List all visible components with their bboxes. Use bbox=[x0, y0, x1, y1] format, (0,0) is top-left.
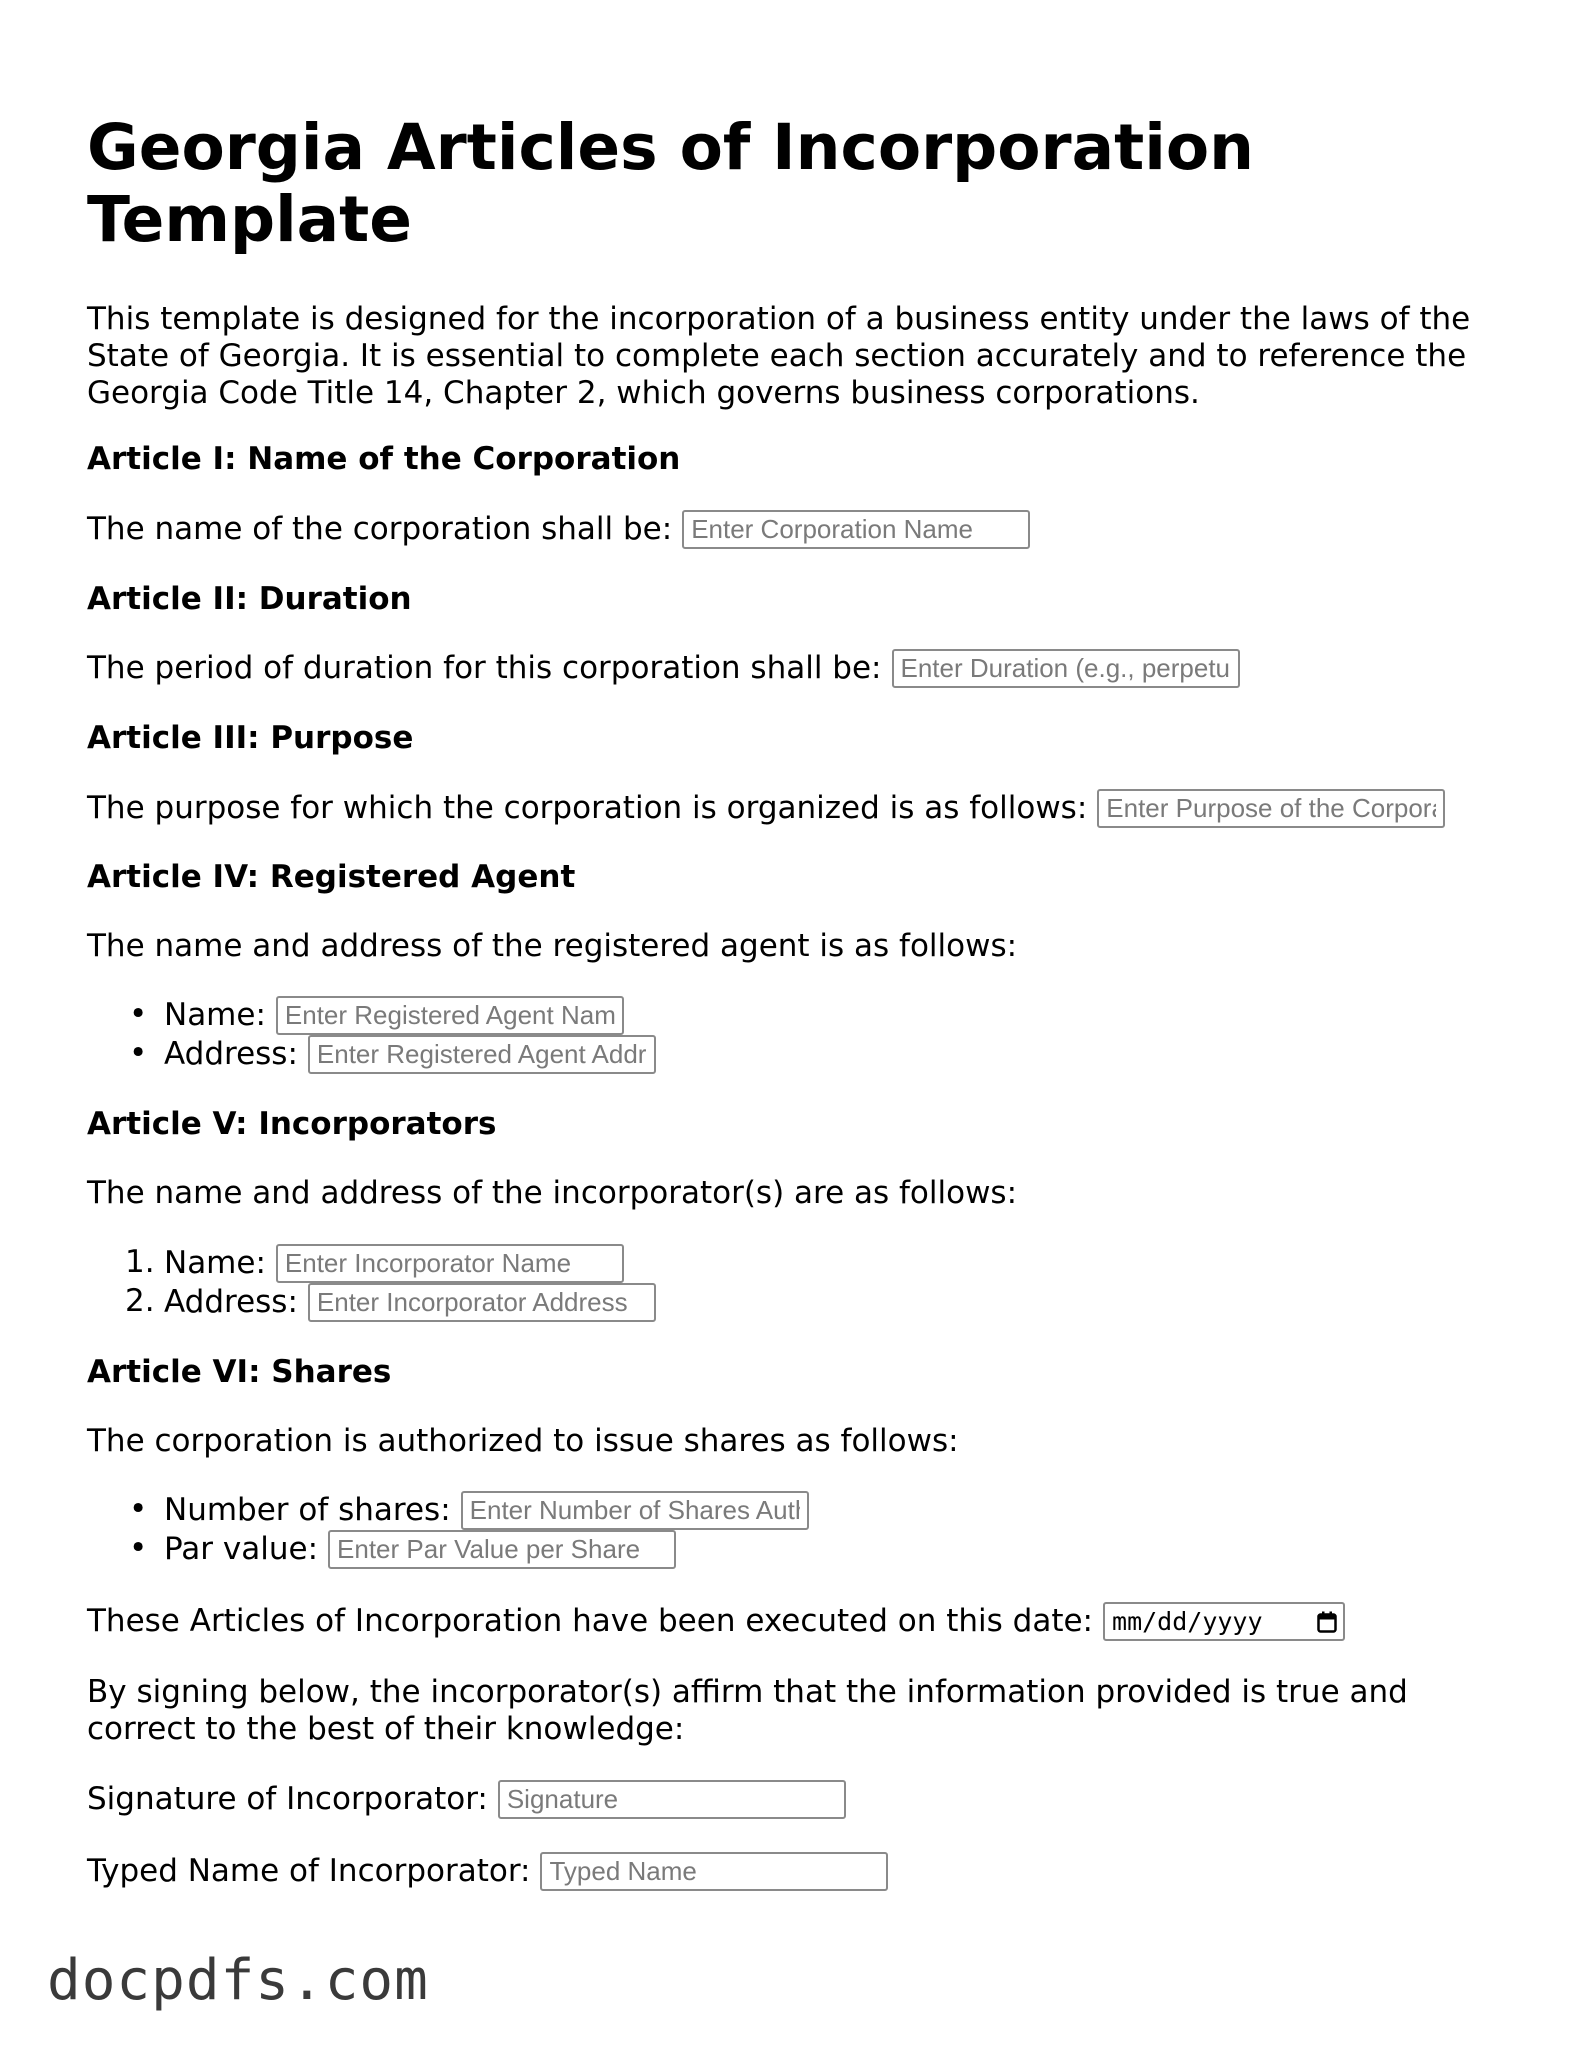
bullet-icon: • bbox=[129, 1491, 148, 1527]
par-value-label: Par value: bbox=[164, 1531, 319, 1567]
agent-address-line bbox=[164, 1035, 656, 1074]
article-3-line bbox=[87, 789, 1445, 828]
typed-name-line bbox=[87, 1852, 888, 1891]
bullet-icon: • bbox=[129, 1035, 148, 1071]
signature-line bbox=[87, 1780, 846, 1819]
typed-name-input[interactable] bbox=[540, 1852, 888, 1891]
shares-number-line bbox=[164, 1491, 809, 1530]
article-5-text: The name and address of the incorporator(s) are as follows: bbox=[87, 1175, 1018, 1211]
incorporator-name-line bbox=[164, 1244, 624, 1283]
article-2-heading: Article II: Duration bbox=[87, 581, 412, 617]
article-6-heading: Article VI: Shares bbox=[87, 1354, 392, 1390]
article-3-heading: Article III: Purpose bbox=[87, 720, 414, 756]
signature-input[interactable] bbox=[498, 1780, 846, 1819]
shares-number-label: Number of shares: bbox=[164, 1492, 451, 1528]
signature-label: Signature of Incorporator: bbox=[87, 1781, 488, 1817]
agent-address-input[interactable] bbox=[308, 1035, 656, 1074]
agent-name-label: Name: bbox=[164, 997, 266, 1033]
incorporator-address-line bbox=[164, 1283, 656, 1322]
article-4-text: The name and address of the registered agent is as follows: bbox=[87, 928, 1018, 964]
affirmation-paragraph: By signing below, the incorporator(s) affirm that the information provided is true and correct to the best of their knowledge: bbox=[87, 1674, 1408, 1747]
article-1-line bbox=[87, 510, 1030, 549]
article-1-text: The name of the corporation shall be: bbox=[87, 511, 673, 547]
incorporator-name-input[interactable] bbox=[276, 1244, 624, 1283]
page-title: Georgia Articles of Incorporation Template bbox=[87, 111, 1254, 256]
article-4-heading: Article IV: Registered Agent bbox=[87, 859, 576, 895]
watermark: docpdfs.com bbox=[47, 1948, 429, 2013]
intro-paragraph: This template is designed for the incorporation of a business entity under the laws of the State of Georgia. It is essential to complete each section accurately and to reference the Georgia Code Title 14, Chapter 2, which governs business corporations. bbox=[87, 301, 1471, 411]
article-3-text: The purpose for which the corporation is organized is as follows: bbox=[87, 790, 1088, 826]
agent-address-label: Address: bbox=[164, 1036, 298, 1072]
bullet-icon: • bbox=[129, 1530, 148, 1566]
execution-date-line bbox=[87, 1602, 1345, 1641]
typed-name-label: Typed Name of Incorporator: bbox=[87, 1853, 531, 1889]
duration-input[interactable] bbox=[892, 649, 1240, 688]
execution-text: These Articles of Incorporation have been executed on this date: bbox=[87, 1603, 1094, 1639]
purpose-input[interactable] bbox=[1097, 789, 1445, 828]
par-value-input[interactable] bbox=[328, 1530, 676, 1569]
incorporator-address-label: Address: bbox=[164, 1284, 298, 1320]
par-value-line bbox=[164, 1530, 676, 1569]
bullet-icon: • bbox=[129, 996, 148, 1032]
corporation-name-input[interactable] bbox=[682, 510, 1030, 549]
article-2-line bbox=[87, 649, 1240, 688]
calendar-icon[interactable] bbox=[1317, 1611, 1337, 1633]
article-1-heading: Article I: Name of the Corporation bbox=[87, 441, 681, 477]
incorporator-address-input[interactable] bbox=[308, 1283, 656, 1322]
list-number: 2. bbox=[125, 1283, 155, 1319]
list-number: 1. bbox=[125, 1244, 155, 1280]
agent-name-input[interactable] bbox=[276, 996, 624, 1035]
incorporator-name-label: Name: bbox=[164, 1245, 266, 1281]
agent-name-line bbox=[164, 996, 624, 1035]
article-6-text: The corporation is authorized to issue shares as follows: bbox=[87, 1423, 959, 1459]
date-placeholder: mm/dd/yyyy bbox=[1112, 1607, 1263, 1636]
shares-number-input[interactable] bbox=[461, 1491, 809, 1530]
article-2-text: The period of duration for this corporation shall be: bbox=[87, 650, 882, 686]
execution-date-input[interactable] bbox=[1103, 1602, 1345, 1641]
article-5-heading: Article V: Incorporators bbox=[87, 1106, 497, 1142]
